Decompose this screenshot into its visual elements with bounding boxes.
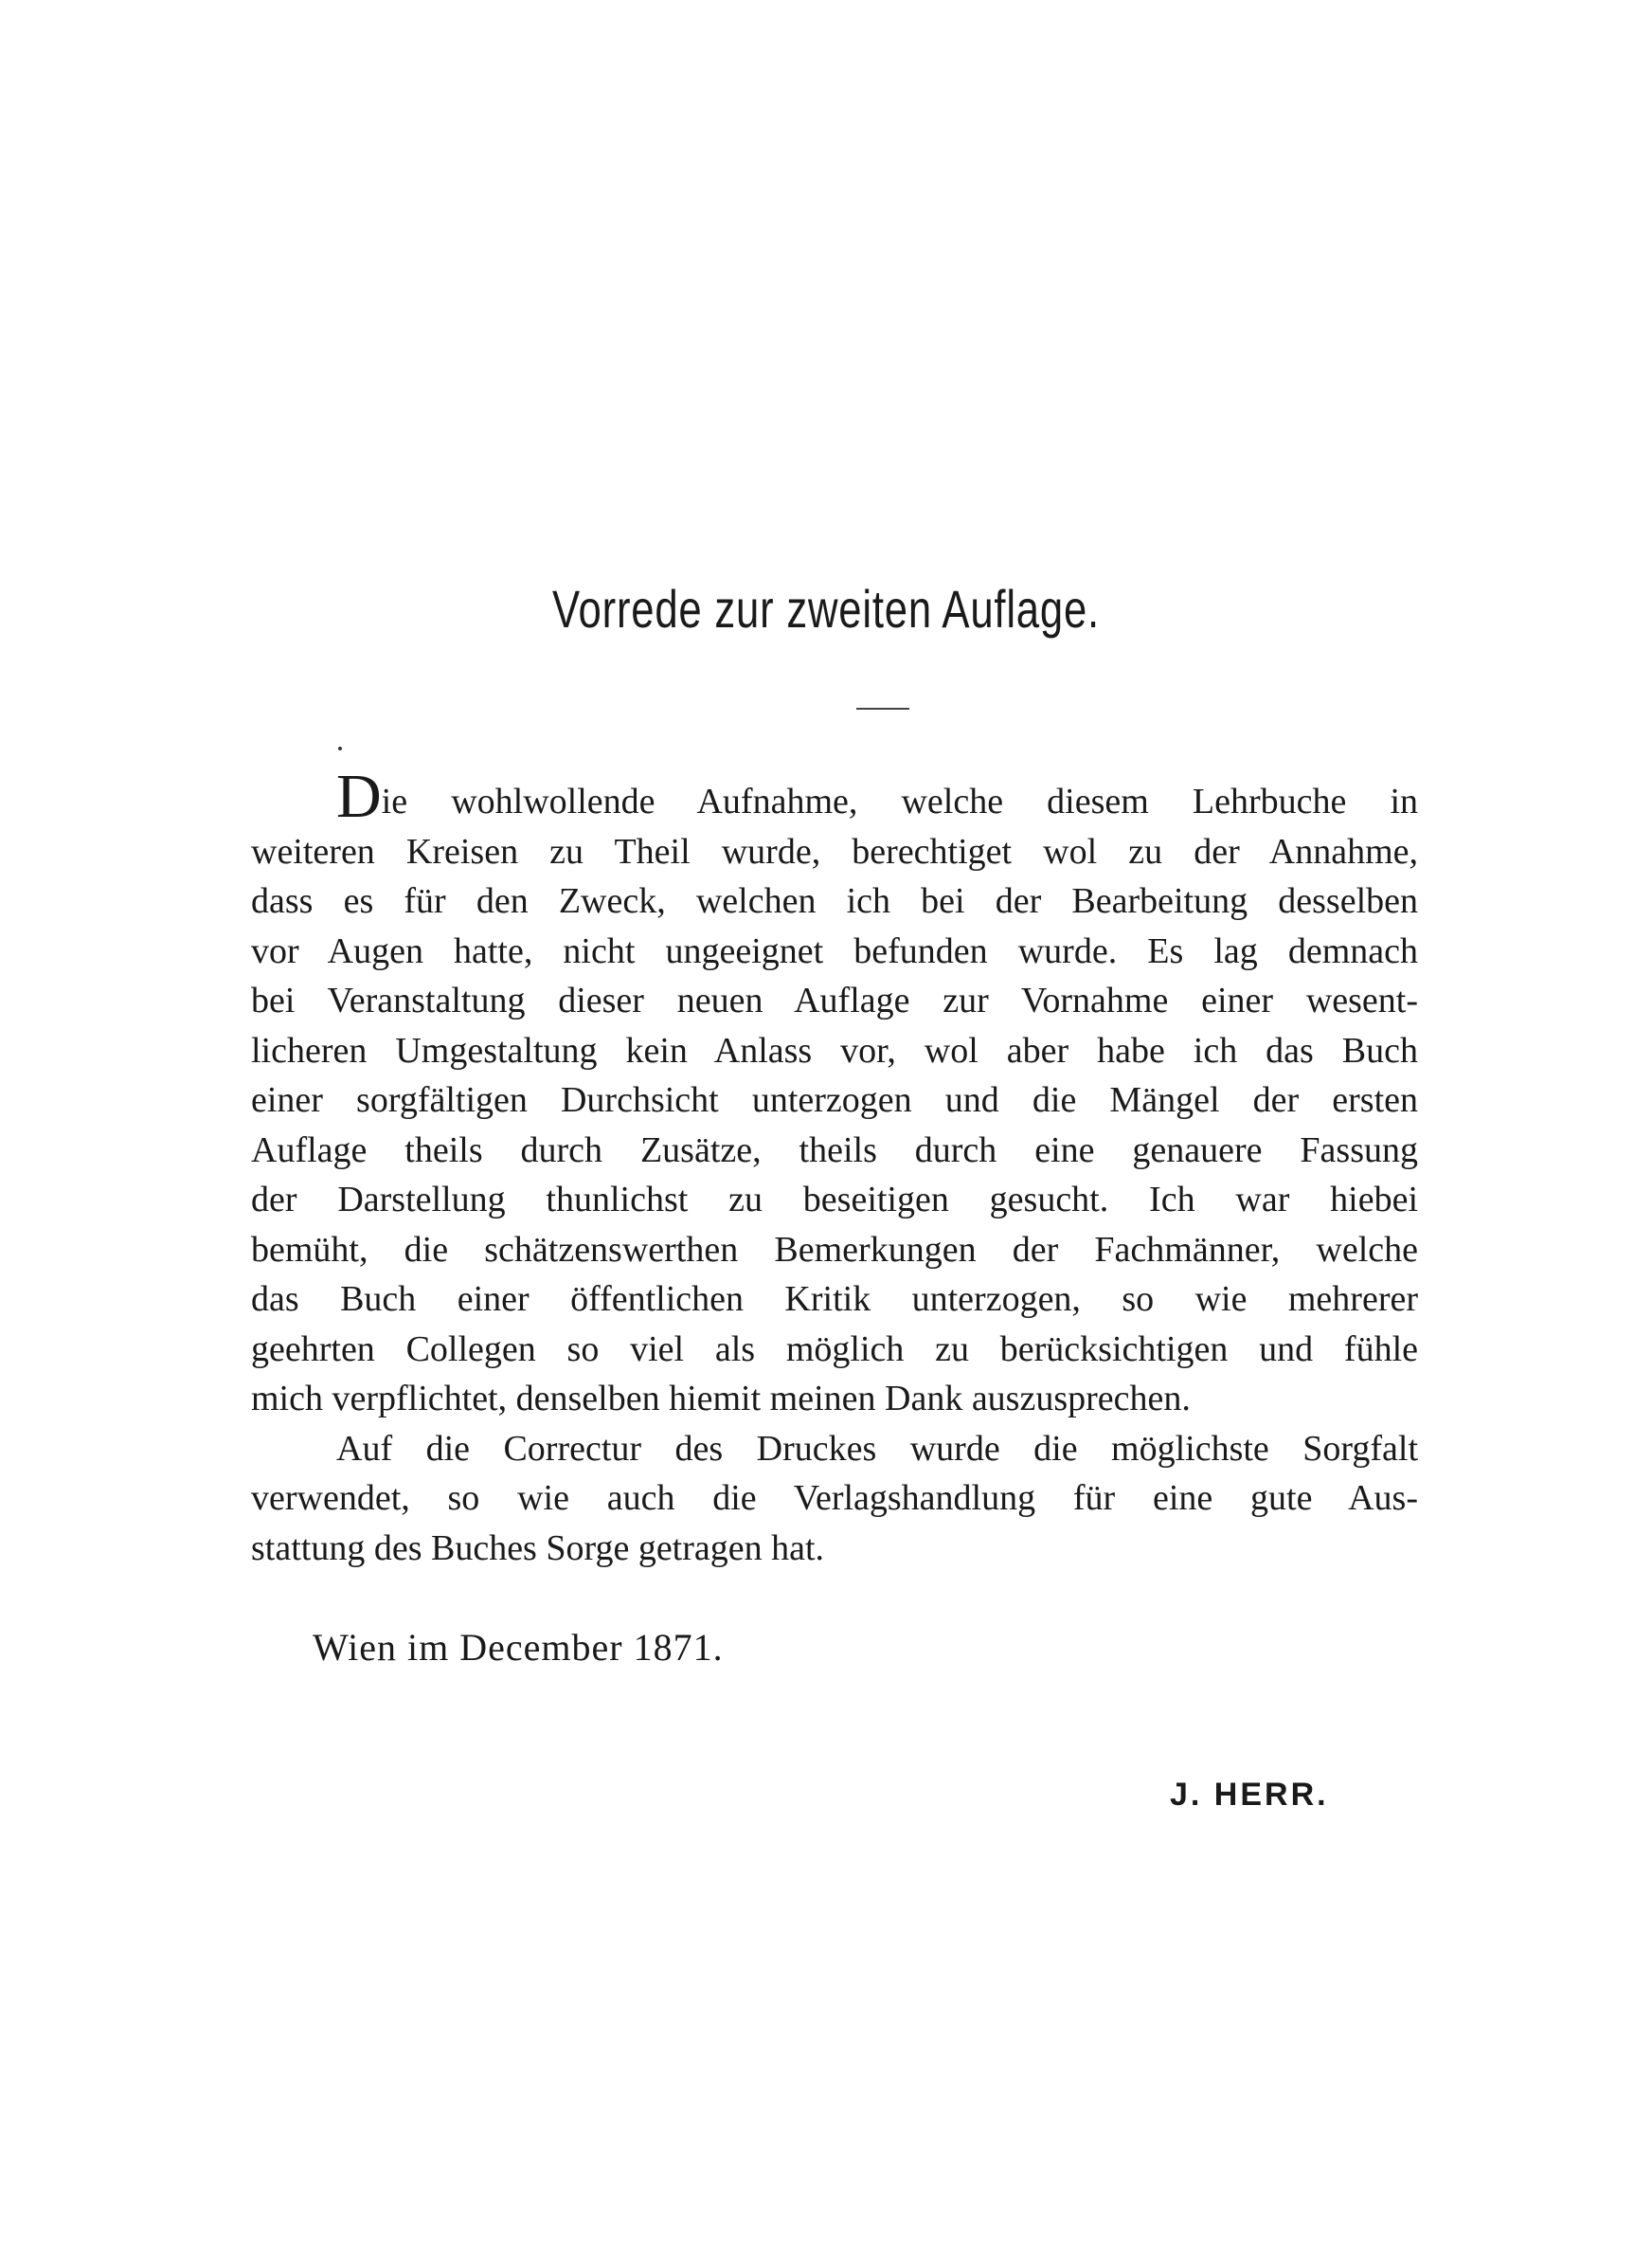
author-signature: J. HERR. [1170, 1777, 1329, 1813]
paragraph-1-line: vor Augen hatte, nicht ungeeignet befunden wurde. Es lag demnach [251, 930, 1418, 971]
page-title: Vorrede zur zweiten Auflage. [552, 579, 1100, 639]
paragraph-2-line: verwendet, so wie auch die Verlagshandlung für eine gute Aus- [251, 1478, 1418, 1518]
paragraph-1-line: einer sorgfältigen Durchsicht unterzogen und die Mängel der ersten [251, 1080, 1418, 1120]
drop-cap: D [336, 762, 382, 831]
paragraph-1-line: der Darstellung thunlichst zu beseitigen gesucht. Ich war hiebei [251, 1180, 1418, 1219]
paragraph-1-line: Auflage theils durch Zusätze, theils durch eine genauere Fassung [251, 1129, 1418, 1170]
paragraph-1-line: licheren Umgestaltung kein Anlass vor, wol aber habe ich das Buch [251, 1030, 1418, 1071]
paragraph-1-line: weiteren Kreisen zu Theil wurde, berechtiget wol zu der Annahme, [251, 831, 1418, 872]
paragraph-1-line: geehrten Collegen so viel als möglich zu berücksichtigen und fühle [251, 1328, 1418, 1369]
title-rule-divider [856, 708, 909, 710]
paragraph-1-line: mich verpflichtet, denselben hiemit meinen Dank auszusprechen. [251, 1379, 1191, 1418]
paragraph-1-line: bei Veranstaltung dieser neuen Auflage zur Vornahme einer wesent- [251, 981, 1418, 1020]
paragraph-1-line: das Buch einer öffentlichen Kritik unterzogen, so wie mehrerer [251, 1279, 1418, 1319]
paragraph-2-line: stattung des Buches Sorge getragen hat. [251, 1527, 825, 1568]
place-and-date: Wien im December 1871. [313, 1626, 724, 1669]
paragraph-2-line: Auf die Correctur des Druckes wurde die möglichste Sorgfalt [336, 1428, 1418, 1469]
stray-dot-mark [338, 747, 342, 750]
preface-body [251, 762, 1418, 1573]
paragraph-1-line: bemüht, die schätzenswerthen Bemerkungen der Fachmänner, welche [251, 1229, 1418, 1270]
paragraph-1-line-1: Die wohlwollende Aufnahme, welche diesem Lehrbuche in [336, 762, 1418, 831]
paragraph-1-line: dass es für den Zweck, welchen ich bei der Bearbeitung desselben [251, 881, 1418, 921]
